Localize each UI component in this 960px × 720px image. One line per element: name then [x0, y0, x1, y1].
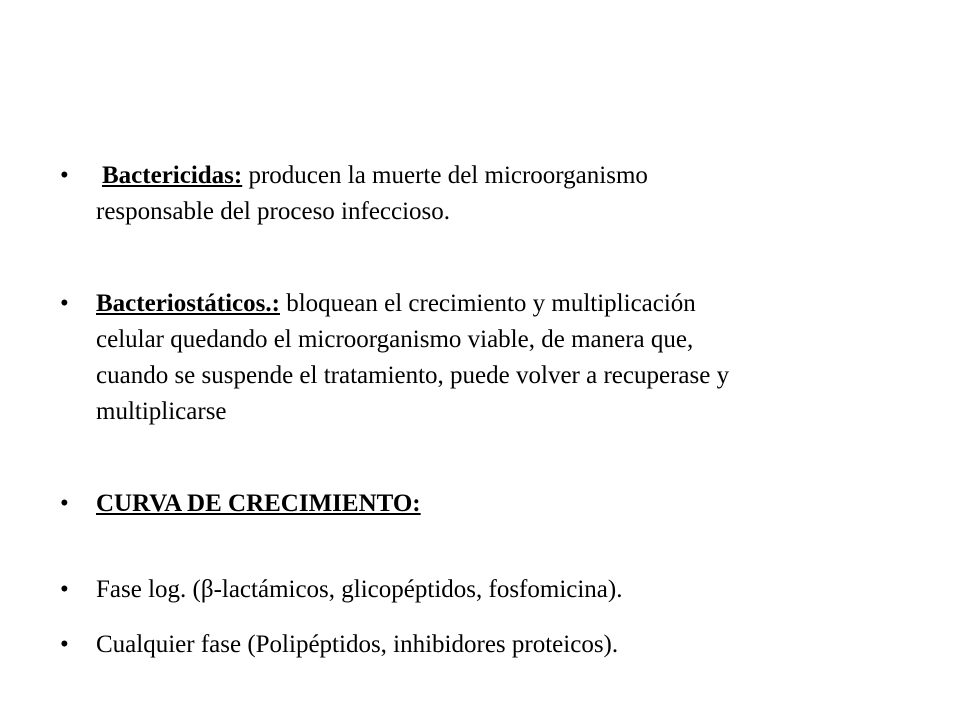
line-1	[96, 158, 916, 194]
line-2: responsable del proceso infeccioso.	[96, 198, 451, 225]
bullet-text	[96, 486, 916, 522]
section-heading: CURVA DE CRECIMIENTO:	[96, 490, 421, 517]
bullet-icon: •	[60, 490, 69, 517]
fase-log-text: Fase log. (β-lactámicos, glicopéptidos, fosfomicina).	[96, 576, 623, 603]
definition-text: bloquean el crecimiento y multiplicación	[279, 290, 696, 317]
definition-text: producen la muerte del microorganismo	[242, 162, 648, 189]
bullet-icon: •	[60, 162, 69, 189]
cualquier-fase-text: Cualquier fase (Polipéptidos, inhibidores proteicos).	[96, 631, 619, 658]
line-2: celular quedando el microorganismo viable, de manera que,	[96, 326, 694, 353]
bullet-icon: •	[60, 576, 69, 603]
term-bactericidas: Bactericidas:	[102, 162, 243, 189]
line-4: multiplicarse	[96, 398, 227, 425]
term-bacteriostaticos: Bacteriostáticos.:	[96, 290, 280, 317]
bullet-text	[96, 286, 916, 430]
line-3: cuando se suspende el tratamiento, puede volver a recuperase y	[96, 362, 730, 389]
bullet-text	[96, 158, 916, 230]
bullet-icon: •	[60, 631, 69, 658]
bullet-icon: •	[60, 290, 69, 317]
bullet-text	[96, 627, 916, 663]
bullet-text	[96, 572, 916, 608]
line-1	[96, 286, 916, 322]
